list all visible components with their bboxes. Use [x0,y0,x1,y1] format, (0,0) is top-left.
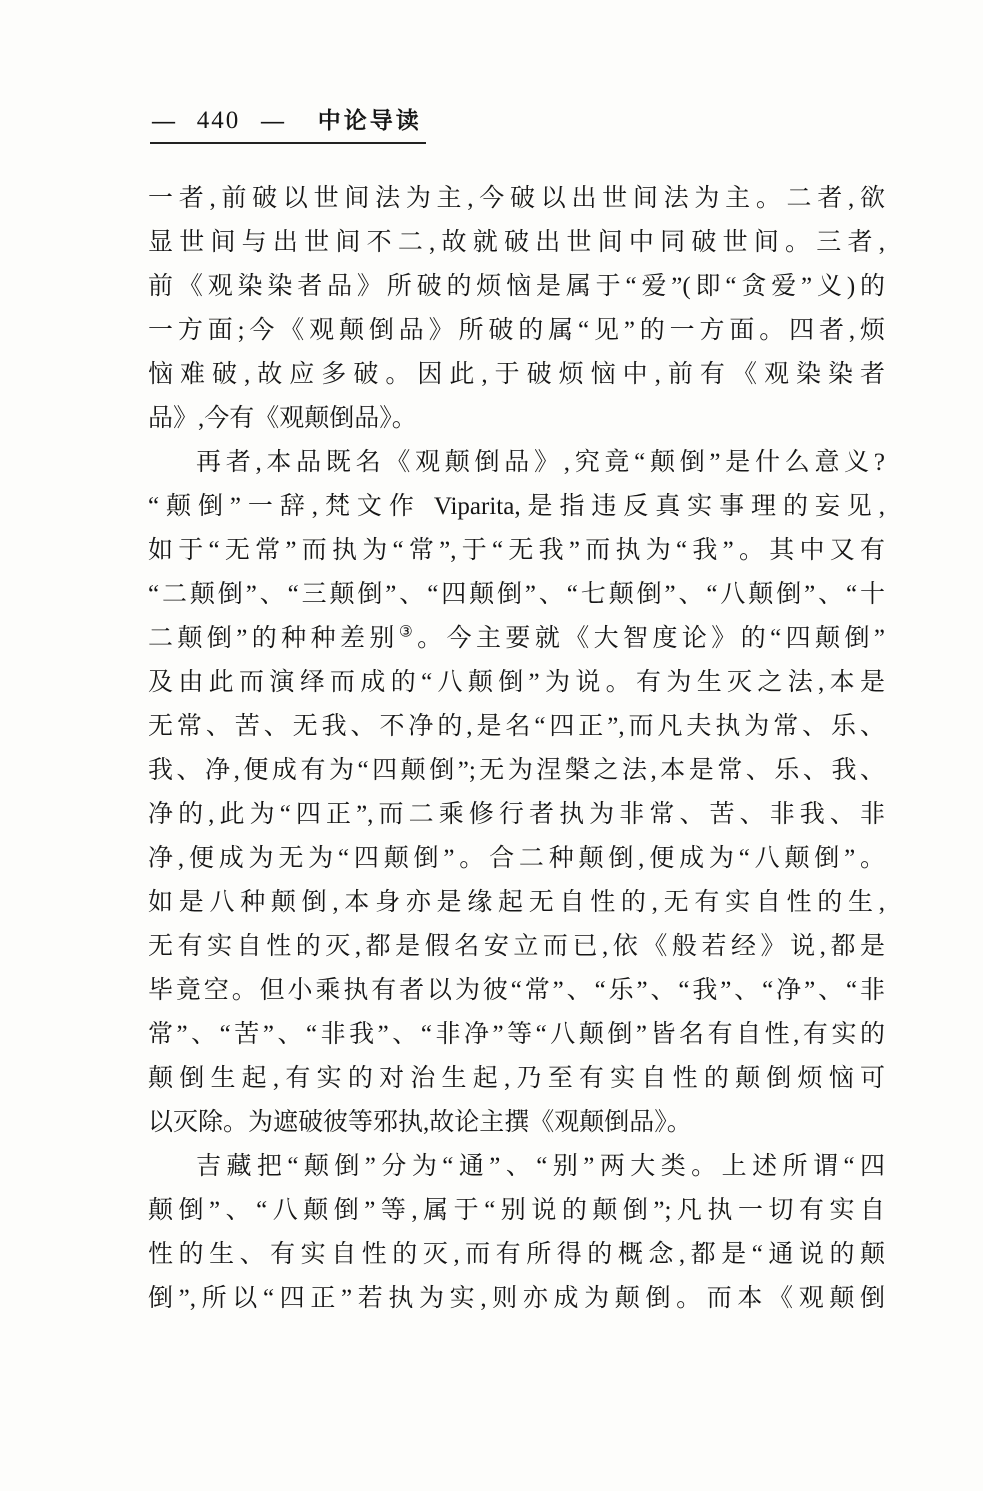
line-text: 。今主要就《大智度论》的“四颠倒” [417,625,885,652]
text-line-with-footnote [148,617,885,661]
text-line: 倒”,所以“四正”若执为实,则亦成为颠倒。而本《观颠倒 [148,1285,885,1312]
text-line: 净的,此为“四正”,而二乘修行者执为非常、苦、非我、非 [148,801,885,828]
text-line: 一者,前破以世间法为主,今破以出世间法为主。二者,欲 [148,185,885,212]
text-line: “颠倒”一辞,梵文作 Viparita,是指违反真实事理的妄见, [148,493,885,520]
text-line: 一方面;今《观颠倒品》所破的属“见”的一方面。四者,烦 [148,317,885,344]
text-line: 如是八种颠倒,本身亦是缘起无自性的,无有实自性的生, [148,889,885,916]
text-line: 吉藏把“颠倒”分为“通”、“别”两大类。上述所谓“四 [196,1153,885,1180]
text-line: 如于“无常”而执为“常”,于“无我”而执为“我”。其中又有 [148,537,885,564]
text-line: 品》,今有《观颠倒品》。 [148,405,417,432]
text-line: 及由此而演绎而成的“八颠倒”为说。有为生灭之法,本是 [148,669,885,696]
text-line: 颠倒”、“八颠倒”等,属于“别说的颠倒”;凡执一切有实自 [148,1197,885,1224]
paragraph [148,441,885,1145]
text-line: 净,便成为无为“四颠倒”。合二种颠倒,便成为“八颠倒”。 [148,845,885,872]
line-text: 二颠倒”的种种差别 [148,625,399,652]
page-header [150,102,426,144]
text-line: 以灭除。为遮破彼等邪执,故论主撰《观颠倒品》。 [148,1109,692,1136]
page-number: 440 [196,107,241,134]
text-line: 恼难破,故应多破。因此,于破烦恼中,前有《观染染者 [148,361,885,388]
page-number-dash-right: — [261,108,285,133]
text-line: “二颠倒”、“三颠倒”、“四颠倒”、“七颠倒”、“八颠倒”、“十 [148,581,885,608]
text-line: 毕竟空。但小乘执有者以为彼“常”、“乐”、“我”、“净”、“非 [148,977,885,1004]
body-text-column [148,177,885,1321]
footnote-ref: ③ [398,623,418,641]
text-line: 前《观染染者品》所破的烦恼是属于“爱”(即“贪爱”义)的 [148,273,885,300]
running-head [150,102,426,144]
text-line: 显世间与出世间不二,故就破出世间中同破世间。三者, [148,229,885,256]
text-line: 性的生、有实自性的灭,而有所得的概念,都是“通说的颠 [148,1241,885,1268]
text-line: 常”、“苦”、“非我”、“非净”等“八颠倒”皆名有自性,有实的 [148,1021,885,1048]
paragraph [148,177,885,441]
page-number-dash-left: — [152,108,176,133]
text-line: 无常、苦、无我、不净的,是名“四正”,而凡夫执为常、乐、 [148,713,885,740]
book-title: 中论导读 [317,108,422,133]
text-line: 颠倒生起,有实的对治生起,乃至有实自性的颠倒烦恼可 [148,1065,885,1092]
text-line: 无有实自性的灭,都是假名安立而已,依《般若经》说,都是 [148,933,885,960]
text-line: 我、净,便成有为“四颠倒”;无为涅槃之法,本是常、乐、我、 [148,757,885,784]
text-line: 再者,本品既名《观颠倒品》,究竟“颠倒”是什么意义? [196,449,885,476]
paragraph [148,1145,885,1321]
